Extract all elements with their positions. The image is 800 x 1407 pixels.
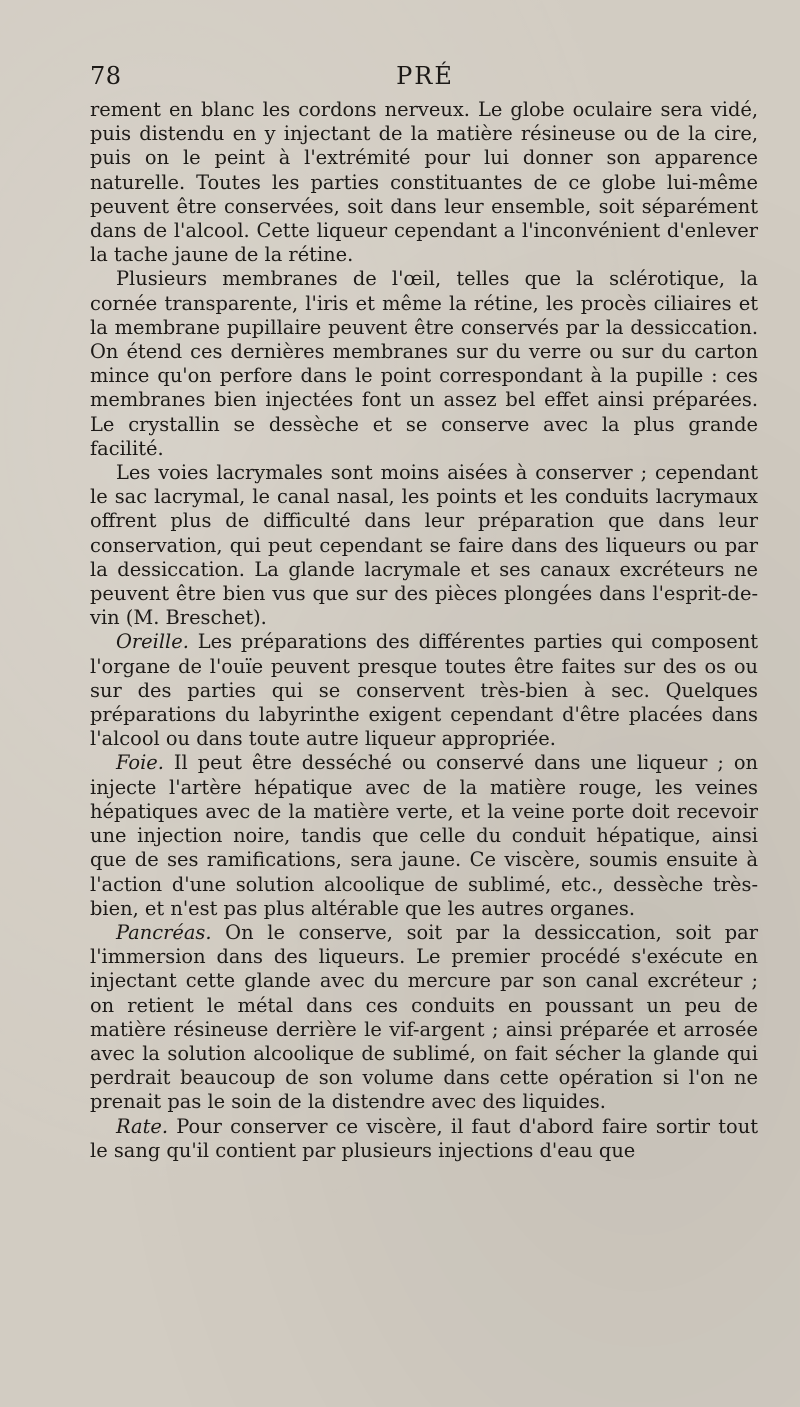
paragraph-text: Pour conserver ce viscère, il faut d'abord faire sortir tout le sang qu'il contient par plusieurs injections d'eau que <box>90 1114 758 1162</box>
page-number: 78 <box>90 62 122 90</box>
body-text <box>90 98 758 1163</box>
page-header <box>0 62 800 94</box>
paragraph-lead: Pancréas. <box>116 920 212 944</box>
paragraph-oreille <box>90 630 758 751</box>
paragraph-text: Les voies lacrymales sont moins aisées à conserver ; cependant le sac lacrymal, le canal nasal, les points et les conduits lacrymaux offrent plus de difficulté dans leur préparation que dans leur conservation, qui peut cependant se faire dans des liqueurs ou par la dessiccation. La glande lacrymale et ses canaux excréteurs ne peuvent être bien vus que sur des pièces plongées dans l'esprit-de-vin (M. Breschet). <box>90 461 758 630</box>
paragraph-text: On le conserve, soit par la dessiccation, soit par l'immersion dans des liqueurs. Le premier procédé s'exécute en injectant cette glande avec du mercure par son canal excréteur ; on retient le métal dans ces conduits en poussant un peu de matière résineuse derrière le vif-argent ; ainsi préparée et arrosée avec la solution alcoolique de sublimé, on fait sécher la glande qui perdrait beaucoup de son volume dans cette opération si l'on ne prenait pas le soin de la distendre avec des liquides. <box>90 920 758 1114</box>
paragraph-text: Il peut être desséché ou conservé dans une liqueur ; on injecte l'artère hépatique avec de la matière rouge, les veines hépatiques avec de la matière verte, et la veine porte doit recevoir une injection noire, tandis que celle du conduit hépatique, ainsi que de ses ramifications, sera jaune. Ce viscère, soumis ensuite à l'action d'une solution alcoolique de sublimé, etc., dessèche très-bien, et n'est pas plus altérable que les autres organes. <box>90 751 758 920</box>
paragraph-rate <box>90 1115 758 1163</box>
paragraph-foie <box>90 751 758 920</box>
paragraph-continuation <box>90 98 758 267</box>
paragraph-text: rement en blanc les cordons nerveux. Le globe oculaire sera vidé, puis distendu en y injectant de la matière résineuse ou de la cire, puis on le peint à l'extrémité pour lui donner son apparence naturelle. Toutes les parties constituantes de ce globe lui-même peuvent être conservées, soit dans leur ensemble, soit séparément dans de l'alcool. Cette liqueur cependant a l'inconvénient d'enlever la tache jaune de la rétine. <box>90 98 758 267</box>
paragraph-lead: Foie. <box>116 751 164 775</box>
paragraph-eye-membranes <box>90 267 758 461</box>
paragraph-lacrymal <box>90 461 758 630</box>
running-head: PRÉ <box>396 62 454 90</box>
paragraph-text: Plusieurs membranes de l'œil, telles que la sclérotique, la cornée transparente, l'iris et même la rétine, les procès ciliaires et la membrane pupillaire peuvent être conservés par la dessiccation. On étend ces dernières membranes sur du verre ou sur du carton mince qu'on perfore dans le point correspondant à la pupille : ces membranes bien injectées font un assez bel effet ainsi préparées. Le crystallin se dessèche et se conserve avec la plus grande facilité. <box>90 267 758 460</box>
paragraph-pancreas <box>90 921 758 1115</box>
paragraph-lead: Oreille. <box>116 630 189 654</box>
paragraph-lead: Rate. <box>116 1114 169 1138</box>
paragraph-text: Les préparations des différentes parties qui composent l'organe de l'ouïe peuvent presque toutes être faites sur des os ou sur des parties qui se conservent très-bien à sec. Quelques préparations du labyrinthe exigent cependant d'être placées dans l'alcool ou dans toute autre liqueur appropriée. <box>90 630 758 751</box>
